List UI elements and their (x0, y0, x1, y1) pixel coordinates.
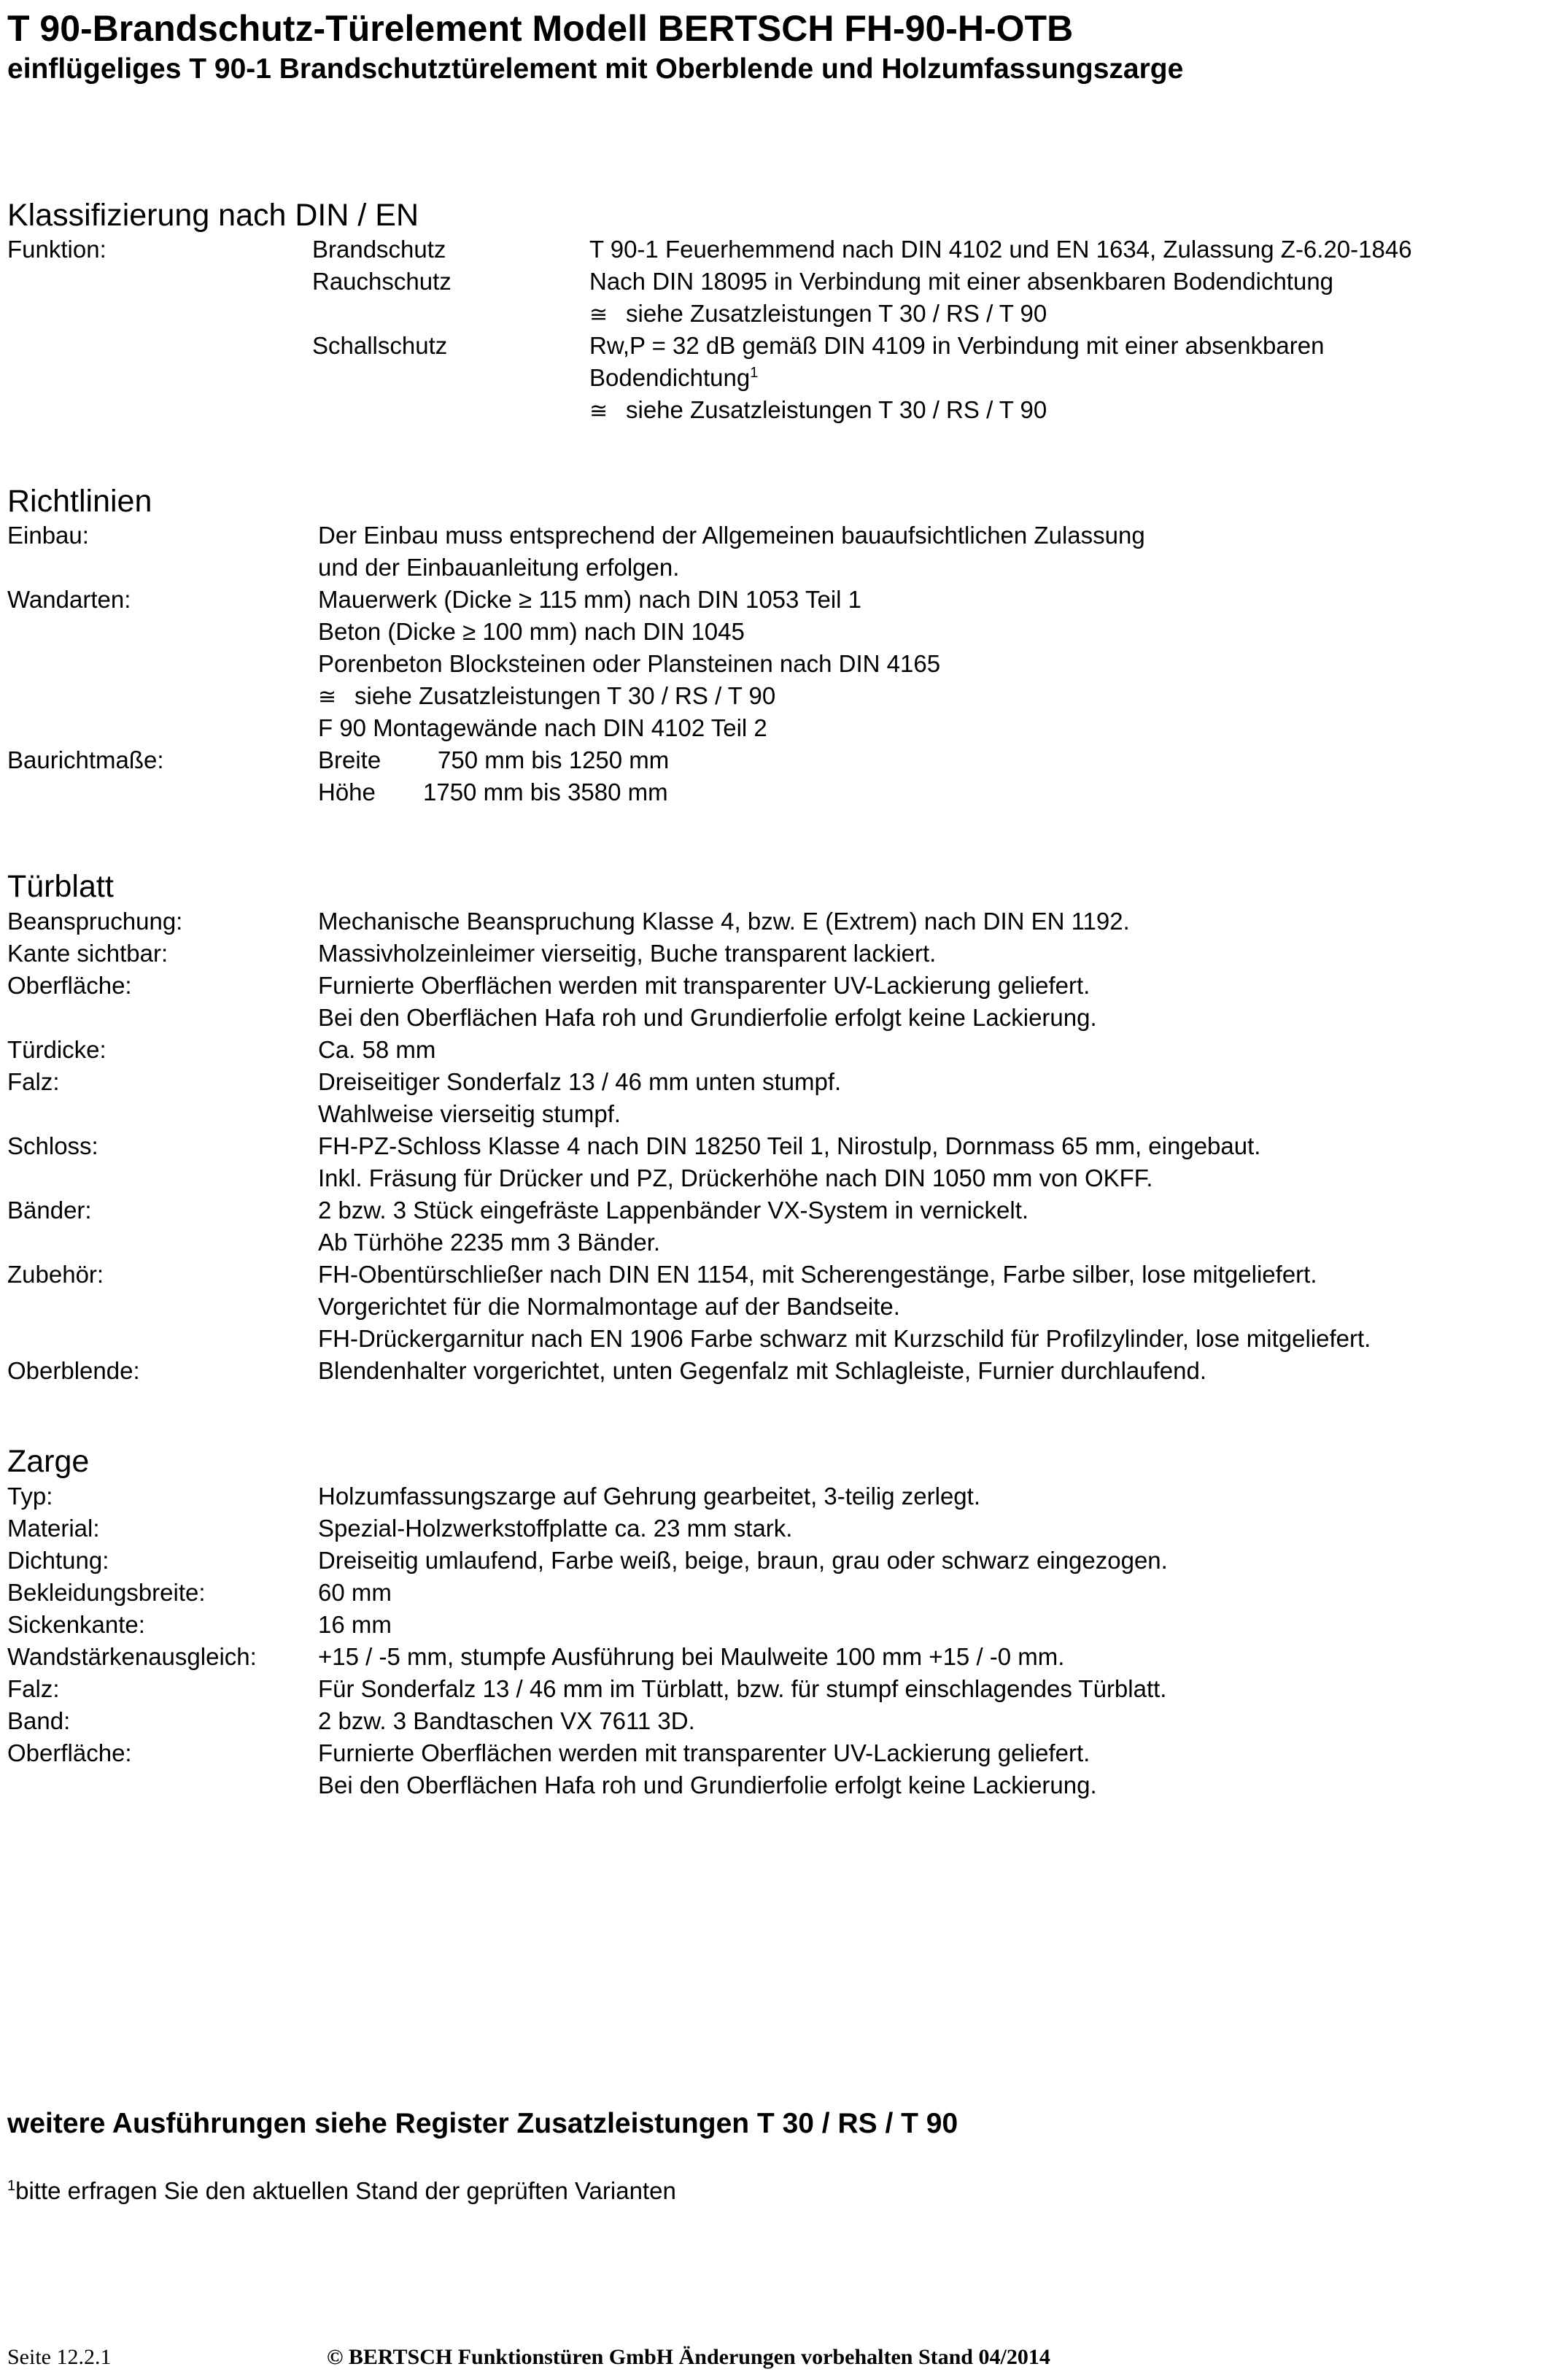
label-baurichtmasse: Baurichtmaße: (7, 746, 164, 773)
further-versions-note: weitere Ausführungen siehe Register Zusatzleistungen T 30 / RS / T 90 (7, 2108, 958, 2139)
ref-schallschutz: ≅ siehe Zusatzleistungen T 30 / RS / T 90 (589, 395, 1047, 426)
text-band: 2 bzw. 3 Bandtaschen VX 7611 3D. (318, 1707, 695, 1734)
label-einbau: Einbau: (7, 522, 89, 549)
text-zarge-oberflaeche-1: Furnierte Oberflächen werden mit transparenter UV-Lackierung geliefert. (318, 1739, 1090, 1766)
label-material: Material: (7, 1515, 100, 1542)
text-rauchschutz: Nach DIN 18095 in Verbindung mit einer absenkbaren Bodendichtung (589, 268, 1334, 295)
label-zarge-falz: Falz: (7, 1675, 60, 1702)
text-beanspruchung: Mechanische Beanspruchung Klasse 4, bzw. E (Extrem) nach DIN EN 1192. (318, 908, 1130, 935)
label-sickenkante: Sickenkante: (7, 1611, 145, 1638)
label-beanspruchung: Beanspruchung: (7, 908, 183, 935)
text-oberblende: Blendenhalter vorgerichtet, unten Gegenfalz mit Schlagleiste, Furnier durchlaufend. (318, 1357, 1207, 1384)
text-baender-1: 2 bzw. 3 Stück eingefräste Lappenbänder VX-System in vernickelt. (318, 1197, 1029, 1224)
text-schallschutz-2: Bodendichtung$^1$ (589, 364, 759, 391)
label-tuerdicke: Türdicke: (7, 1036, 106, 1063)
label-breite: Breite (318, 746, 381, 773)
text-schloss-2: Inkl. Fräsung für Drücker und PZ, Drückerhöhe nach DIN 1050 mm von OKFF. (318, 1164, 1153, 1191)
text-zubehoer-1: FH-Obentürschließer nach DIN EN 1154, mit Scherengestänge, Farbe silber, lose mitgeliefert. (318, 1261, 1317, 1288)
text-brandschutz: T 90-1 Feuerhemmend nach DIN 4102 und EN 1634, Zulassung Z-6.20-1846 (589, 236, 1412, 263)
label-falz: Falz: (7, 1068, 60, 1095)
text-zarge-falz: Für Sonderfalz 13 / 46 mm im Türblatt, bzw. für stumpf einschlagendes Türblatt. (318, 1675, 1167, 1702)
text-wandarten-3: Porenbeton Blocksteinen oder Plansteinen nach DIN 4165 (318, 650, 941, 677)
text-oberflaeche-2: Bei den Oberflächen Hafa roh und Grundierfolie erfolgt keine Lackierung. (318, 1004, 1097, 1031)
text-falz-1: Dreiseitiger Sonderfalz 13 / 46 mm unten stumpf. (318, 1068, 842, 1095)
label-oberflaeche: Oberfläche: (7, 972, 132, 999)
label-dichtung: Dichtung: (7, 1547, 109, 1574)
label-zarge-oberflaeche: Oberfläche: (7, 1739, 132, 1766)
text-dichtung: Dreiseitig umlaufend, Farbe weiß, beige, braun, grau oder schwarz eingezogen. (318, 1547, 1168, 1574)
footnote: $^1$bitte erfragen Sie den aktuellen Stand der geprüften Varianten (7, 2177, 676, 2204)
text-oberflaeche-1: Furnierte Oberflächen werden mit transparenter UV-Lackierung geliefert. (318, 972, 1090, 999)
label-band: Band: (7, 1707, 71, 1734)
page-number: Seite 12.2.1 (7, 2345, 112, 2369)
approx-symbol: ≅ (318, 685, 337, 709)
label-typ: Typ: (7, 1483, 53, 1510)
label-oberblende: Oberblende: (7, 1357, 140, 1384)
footnote-number: 1 (7, 2178, 16, 2194)
ref-wandarten: ≅ siehe Zusatzleistungen T 30 / RS / T 90 (318, 681, 775, 712)
label-rauchschutz: Rauchschutz (312, 268, 452, 295)
text-wandarten-1: Mauerwerk (Dicke ≥ 115 mm) nach DIN 1053 Teil 1 (318, 586, 861, 613)
text-wandarten-4: F 90 Montagewände nach DIN 4102 Teil 2 (318, 714, 767, 741)
document-subtitle: einflügeliges T 90-1 Brandschutztürelement mit Oberblende und Holzumfassungszarge (7, 53, 1184, 85)
text-schallschutz: Rw,P = 32 dB gemäß DIN 4109 in Verbindung mit einer absenkbaren (589, 332, 1325, 359)
text-bekleidungsbreite: 60 mm (318, 1579, 392, 1606)
label-brandschutz: Brandschutz (312, 236, 446, 263)
text-zarge-oberflaeche-2: Bei den Oberflächen Hafa roh und Grundierfolie erfolgt keine Lackierung. (318, 1772, 1097, 1798)
label-zubehoer: Zubehör: (7, 1261, 104, 1288)
label-wandstaerkenausgleich: Wandstärkenausgleich: (7, 1643, 257, 1670)
text-wandstaerkenausgleich: +15 / -5 mm, stumpfe Ausführung bei Maulweite 100 mm +15 / -0 mm. (318, 1643, 1065, 1670)
text-sickenkante: 16 mm (318, 1611, 392, 1638)
value-hoehe: 1750 mm bis 3580 mm (423, 778, 668, 805)
label-schloss: Schloss: (7, 1132, 98, 1159)
text-baender-2: Ab Türhöhe 2235 mm 3 Bänder. (318, 1229, 661, 1256)
text-tuerdicke: Ca. 58 mm (318, 1036, 436, 1063)
text-typ: Holzumfassungszarge auf Gehrung gearbeitet, 3-teilig zerlegt. (318, 1483, 980, 1510)
text-material: Spezial-Holzwerkstoffplatte ca. 23 mm stark. (318, 1515, 793, 1542)
text-wandarten-2: Beton (Dicke ≥ 100 mm) nach DIN 1045 (318, 618, 745, 645)
label-baender: Bänder: (7, 1197, 92, 1224)
footnote-marker: 1 (750, 365, 759, 381)
label-funktion: Funktion: (7, 236, 106, 263)
document-title: T 90-Brandschutz-Türelement Modell BERTSCH FH-90-H-OTB (7, 8, 1074, 49)
label-bekleidungsbreite: Bekleidungsbreite: (7, 1579, 206, 1606)
text-zubehoer-2: Vorgerichtet für die Normalmontage auf der Bandseite. (318, 1293, 900, 1320)
text-kante: Massivholzeinleimer vierseitig, Buche transparent lackiert. (318, 940, 937, 967)
text-schloss-1: FH-PZ-Schloss Klasse 4 nach DIN 18250 Teil 1, Nirostulp, Dornmass 65 mm, eingebaut. (318, 1132, 1261, 1159)
section-heading-zarge: Zarge (7, 1444, 90, 1479)
label-hoehe: Höhe (318, 778, 376, 805)
copyright-notice: © BERTSCH Funktionstüren GmbH Änderungen vorbehalten Stand 04/2014 (327, 2345, 1050, 2369)
section-heading-tuerblatt: Türblatt (7, 869, 114, 904)
approx-symbol: ≅ (589, 399, 608, 423)
label-wandarten: Wandarten: (7, 586, 131, 613)
section-heading-klassifizierung: Klassifizierung nach DIN / EN (7, 198, 419, 233)
label-schallschutz: Schallschutz (312, 332, 448, 359)
text-zubehoer-3: FH-Drückergarnitur nach EN 1906 Farbe schwarz mit Kurzschild für Profilzylinder, lose mitgeliefert. (318, 1325, 1371, 1352)
text-einbau-1: Der Einbau muss entsprechend der Allgemeinen bauaufsichtlichen Zulassung (318, 522, 1145, 549)
value-breite: 750 mm bis 1250 mm (438, 746, 670, 773)
label-kante: Kante sichtbar: (7, 940, 168, 967)
ref-rauchschutz: ≅ siehe Zusatzleistungen T 30 / RS / T 90 (589, 299, 1047, 330)
approx-symbol: ≅ (589, 303, 608, 327)
text-einbau-2: und der Einbauanleitung erfolgen. (318, 554, 680, 581)
text-falz-2: Wahlweise vierseitig stumpf. (318, 1100, 621, 1127)
section-heading-richtlinien: Richtlinien (7, 484, 152, 519)
